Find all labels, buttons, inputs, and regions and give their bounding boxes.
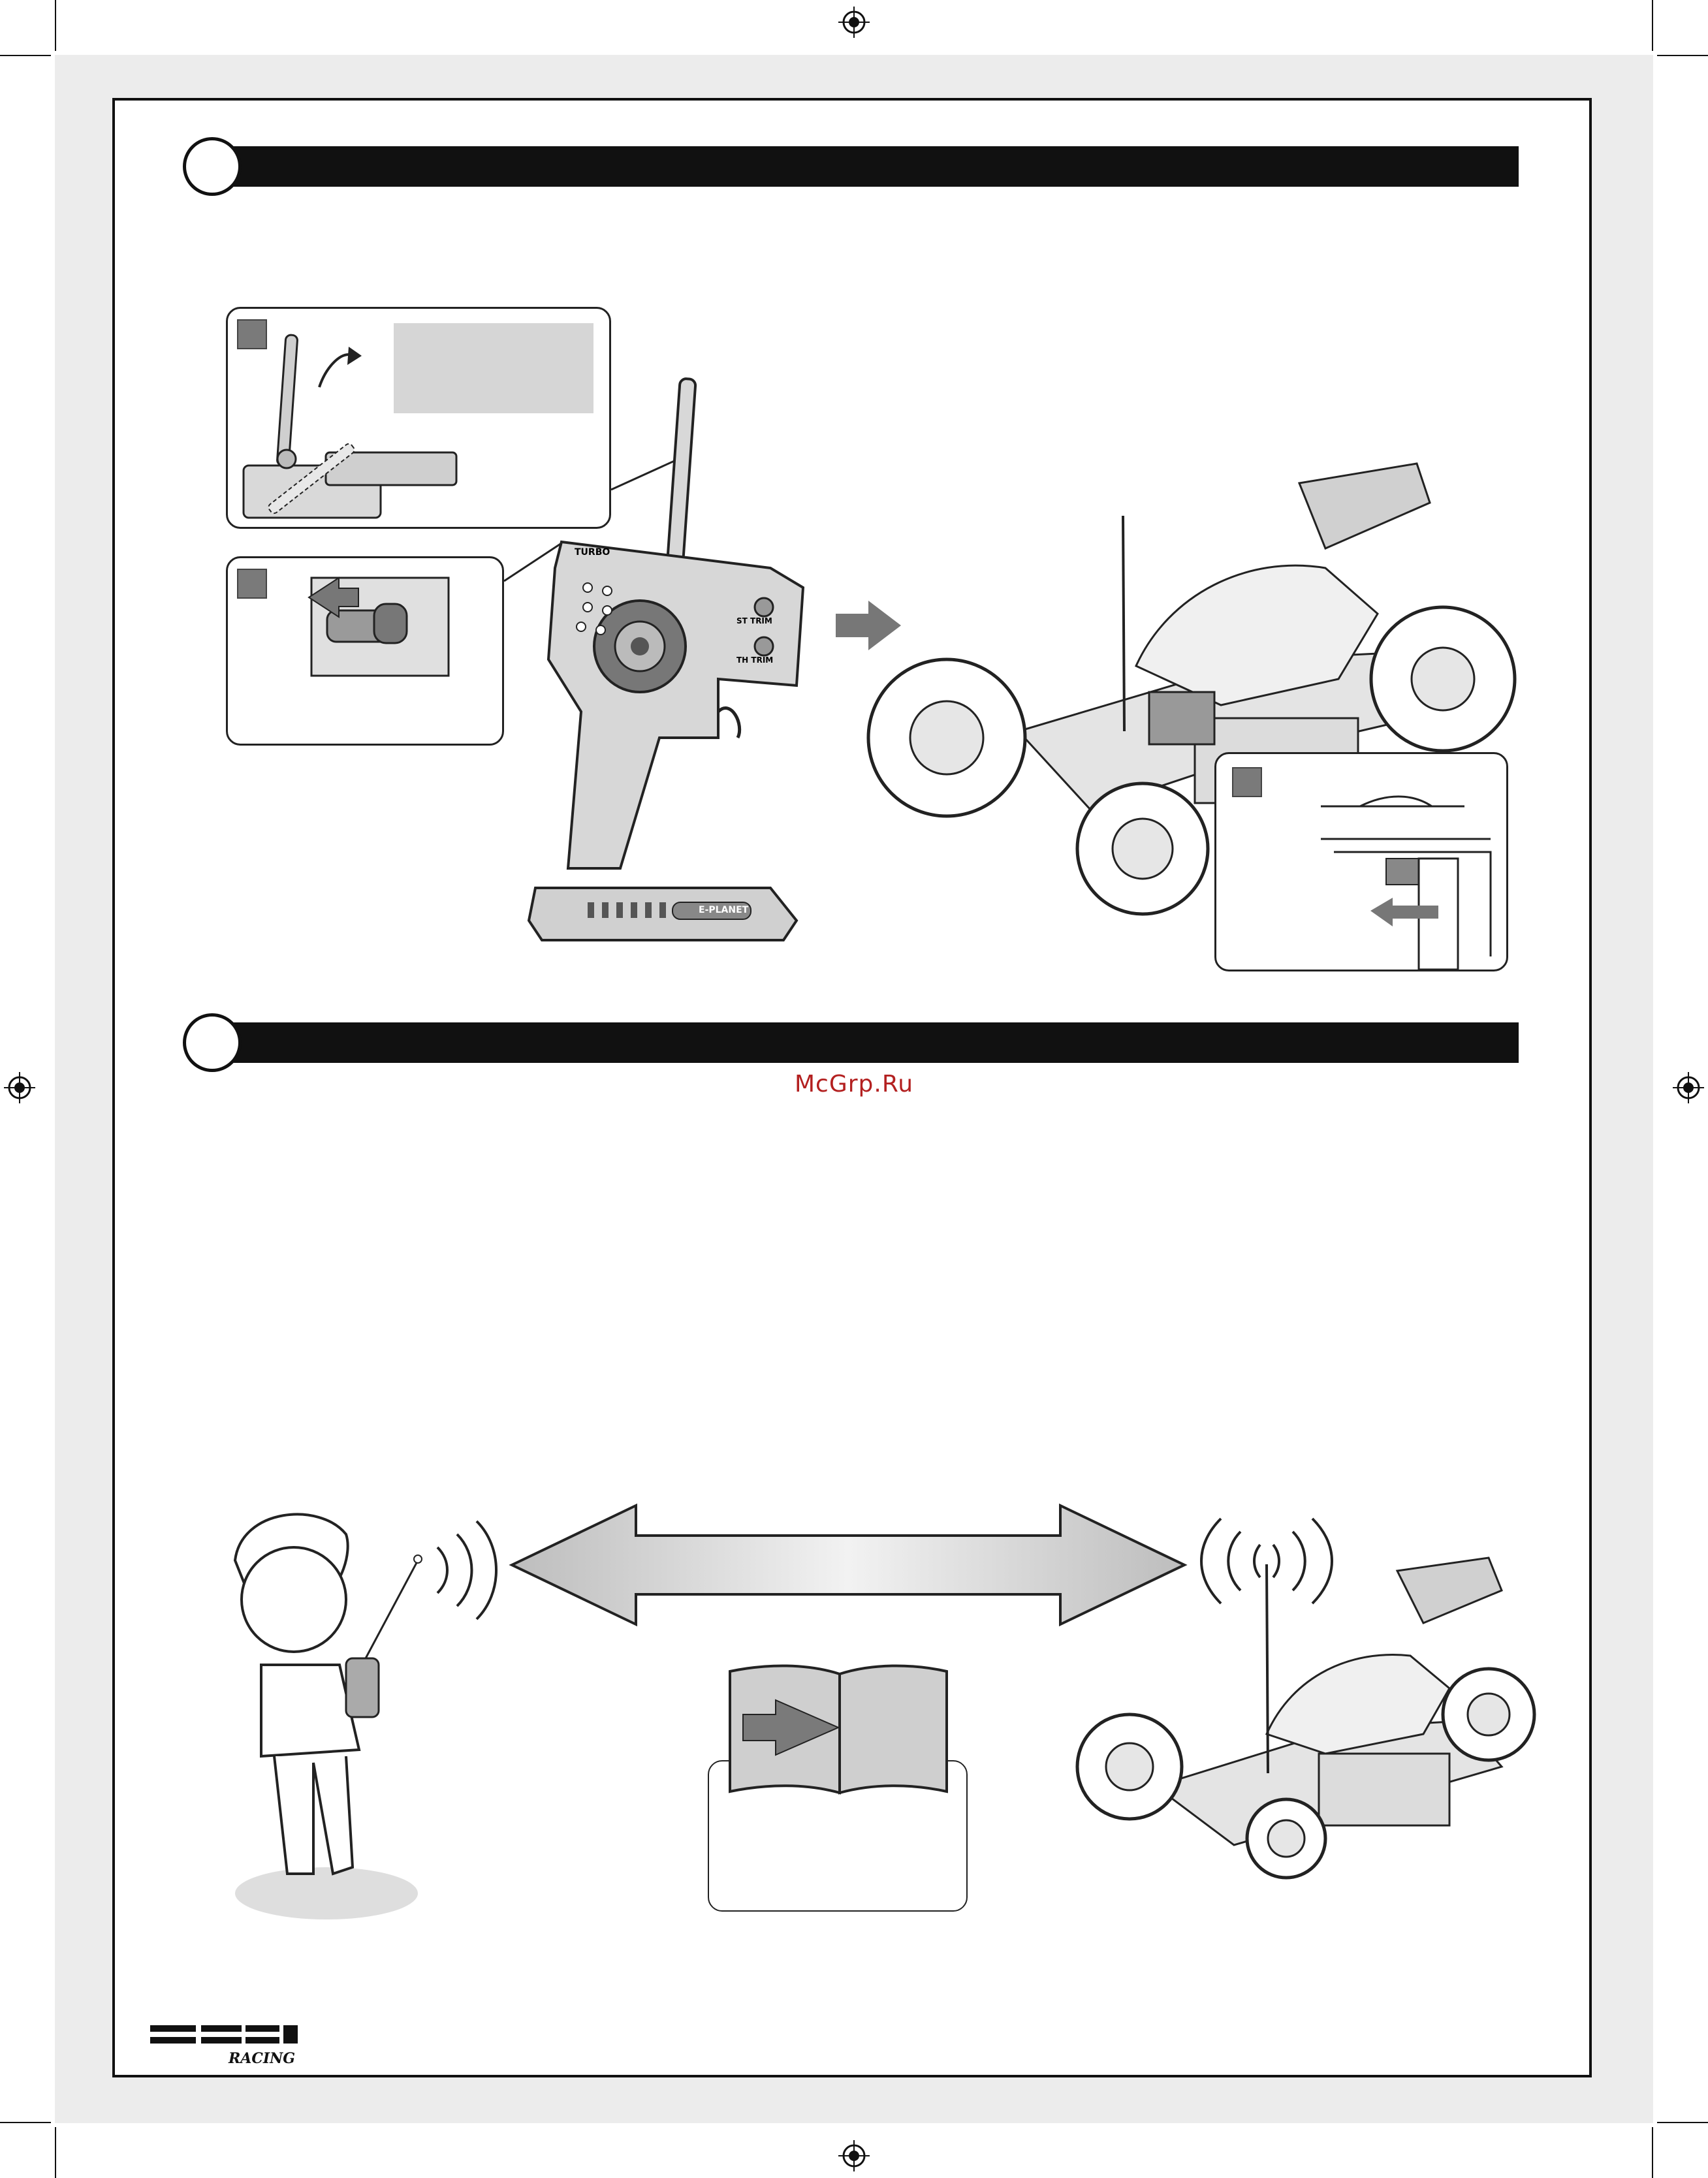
section-2-header-bar [212,1022,1519,1063]
section-1-step-circle [183,137,242,196]
watermark-text: McGrp.Ru [794,1071,914,1097]
registration-mark-right-icon [1673,1072,1704,1103]
transmitter-st-trim-label: ST TRIM [736,616,772,625]
registration-mark-bottom-icon [838,2140,870,2171]
inset-power-switch [226,556,504,746]
power-switch-illustration [228,558,506,748]
section-2-step-circle [183,1013,242,1072]
boy-with-transmitter-illustration [222,1502,431,1926]
crop-mark-top-right [1657,55,1708,56]
transmitter-th-trim-label: TH TRIM [736,655,774,665]
receiver-switch-illustration [1216,754,1510,973]
section-1-header-bar [212,146,1519,187]
inset-receiver-switch [1214,752,1508,971]
crop-mark-bottom-right-v [1652,2127,1653,2178]
crop-mark-bottom-right [1657,2122,1708,2123]
racing-logo-text: RACING [229,2050,296,2067]
crop-mark-bottom-left-v [55,2127,56,2178]
buggy-car-receiver-illustration [1071,1538,1541,1878]
crop-mark-top-left-v [55,0,56,51]
registration-mark-left-icon [4,1072,35,1103]
transmitter-base-label: E-PLANET [699,905,749,915]
crop-mark-top-left [0,55,51,56]
signal-waves-left-icon [424,1508,509,1626]
hpi-racing-logo [150,2023,320,2068]
open-manual-icon [729,1664,948,1801]
crop-mark-top-right-v [1652,0,1653,51]
registration-mark-top-icon [838,7,870,38]
transmitter-top-label: TURBO [575,547,610,558]
crop-mark-bottom-left [0,2122,51,2123]
